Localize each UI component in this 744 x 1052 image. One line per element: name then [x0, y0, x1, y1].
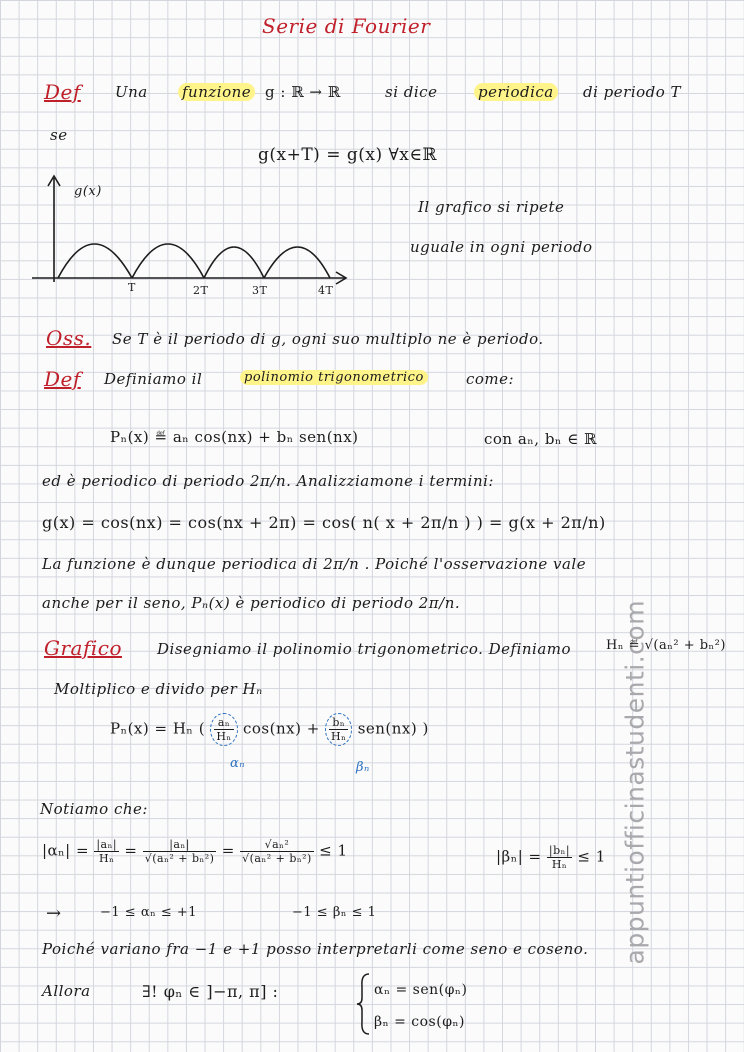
graph-tick-3: 3T — [252, 284, 268, 297]
beta-range: −1 ≤ βₙ ≤ 1 — [292, 905, 377, 920]
def2-highlight-polinomio: polinomio trigonometrico — [240, 370, 428, 385]
frac-2-den: √(aₙ² + bₙ²) — [144, 852, 215, 865]
def1-formula: g(x+T) = g(x) ∀x∈ℝ — [258, 145, 438, 165]
def-tag: Def — [44, 80, 81, 104]
def2-condition: con aₙ, bₙ ∈ ℝ — [484, 430, 598, 448]
graph-note-2: uguale in ogni periodo — [410, 238, 593, 256]
def2-text-come: come: — [466, 370, 515, 388]
grafico-text-2: Moltiplico e divido per Hₙ — [54, 680, 263, 698]
body-line-1: ed è periodico di periodo 2π/n. Analizziamone i termini: — [42, 472, 494, 490]
frac-3 — [240, 838, 314, 865]
frac-4-den: Hₙ — [551, 858, 568, 871]
frac-4 — [547, 844, 572, 871]
body-line-3: La funzione è dunque periodica di 2π/n . Poiché l'osservazione vale — [42, 555, 587, 573]
beta-bound — [496, 844, 606, 871]
system-line-1: αₙ = sen(φₙ) — [374, 982, 468, 998]
alpha-fraction — [210, 713, 237, 746]
def1-highlight-periodica: periodica — [474, 83, 558, 101]
page-title: Serie di Fourier — [262, 14, 431, 38]
graph-arc-4 — [264, 247, 330, 278]
system-brace — [356, 972, 372, 1036]
poiche-line: Poiché variano fra −1 e +1 posso interpretarli come seno e coseno. — [42, 940, 589, 958]
graph-arc-1 — [58, 244, 132, 278]
frac-4-num: |bₙ| — [548, 844, 571, 857]
alpha-frac-den: Hₙ — [216, 730, 232, 743]
leq-2: ≤ 1 — [577, 847, 606, 866]
def2-tag: Def — [44, 367, 81, 391]
frac-3-num: √aₙ² — [240, 838, 314, 852]
graph-arc-3 — [204, 247, 264, 278]
oss-text: Se T è il periodo di g, ogni suo multiplo ne è periodo. — [112, 330, 544, 348]
def1-text-periodo: di periodo T — [583, 83, 682, 101]
frac-3-den: √(aₙ² + bₙ²) — [242, 852, 312, 865]
oss-tag: Oss. — [46, 326, 92, 350]
def1-text-dice: si dice — [385, 83, 438, 101]
beta-label: βₙ — [356, 760, 370, 775]
def1-highlight-funzione: funzione — [178, 83, 255, 101]
frac-1-den: Hₙ — [99, 852, 115, 865]
graph-tick-1: T — [128, 281, 136, 294]
eq-sign-1: = — [124, 841, 138, 860]
grafico-end: sen(nx) ) — [357, 719, 429, 738]
graph-note-1: Il grafico si ripete — [418, 198, 565, 216]
beta-frac-num: bₙ — [329, 716, 348, 730]
grafico-mid: cos(nx) + — [242, 719, 320, 738]
beta-fraction — [325, 713, 352, 746]
def2-formula: Pₙ(x) ≝ aₙ cos(nx) + bₙ sen(nx) — [110, 428, 359, 446]
graph-tick-4: 4T — [318, 284, 334, 297]
def2-text-1: Definiamo il — [104, 370, 203, 388]
graph-arc-2 — [132, 244, 204, 278]
grafico-text-1: Disegniamo il polinomio trigonometrico. Definiamo — [157, 640, 572, 658]
exists-phi: ∃! φₙ ∈ ]−π, π] : — [142, 982, 279, 1001]
frac-1-num: |aₙ| — [96, 838, 118, 851]
def1-text-1: Una — [115, 83, 148, 101]
watermark: appuntiofficinastudenti.com — [620, 599, 650, 965]
beta-frac-den: Hₙ — [331, 730, 347, 743]
leq-1: ≤ 1 — [319, 841, 348, 860]
alpha-range: −1 ≤ αₙ ≤ +1 — [100, 905, 198, 920]
alpha-abs: |αₙ| = — [42, 841, 90, 860]
alpha-bound — [42, 838, 348, 865]
frac-2-num: |aₙ| — [143, 838, 217, 852]
implies-arrow: → — [46, 903, 62, 924]
graph-tick-2: 2T — [193, 284, 209, 297]
frac-2 — [143, 838, 217, 865]
allora-label: Allora — [42, 982, 91, 1000]
frac-1 — [94, 838, 119, 865]
def1-text-se: se — [50, 126, 68, 144]
notiamo-label: Notiamo che: — [40, 800, 148, 818]
graph-y-label: g(x) — [74, 184, 102, 199]
grafico-tag: Grafico — [44, 636, 123, 660]
body-line-4: anche per il seno, Pₙ(x) è periodico di periodo 2π/n. — [42, 594, 461, 612]
grafico-hn-def: Hₙ ≝ √(aₙ² + bₙ²) — [606, 638, 726, 653]
alpha-frac-num: aₙ — [214, 716, 233, 730]
grafico-polynomial — [110, 713, 429, 746]
eq-sign-2: = — [221, 841, 235, 860]
beta-abs: |βₙ| = — [496, 847, 542, 866]
def1-text-map: g : ℝ → ℝ — [265, 83, 341, 101]
body-line-2: g(x) = cos(nx) = cos(nx + 2π) = cos( n( x + 2π/n ) ) = g(x + 2π/n) — [42, 513, 606, 532]
alpha-label: αₙ — [230, 756, 246, 771]
grafico-p-lhs: Pₙ(x) = Hₙ ( — [110, 719, 206, 738]
system-line-2: βₙ = cos(φₙ) — [374, 1014, 466, 1030]
